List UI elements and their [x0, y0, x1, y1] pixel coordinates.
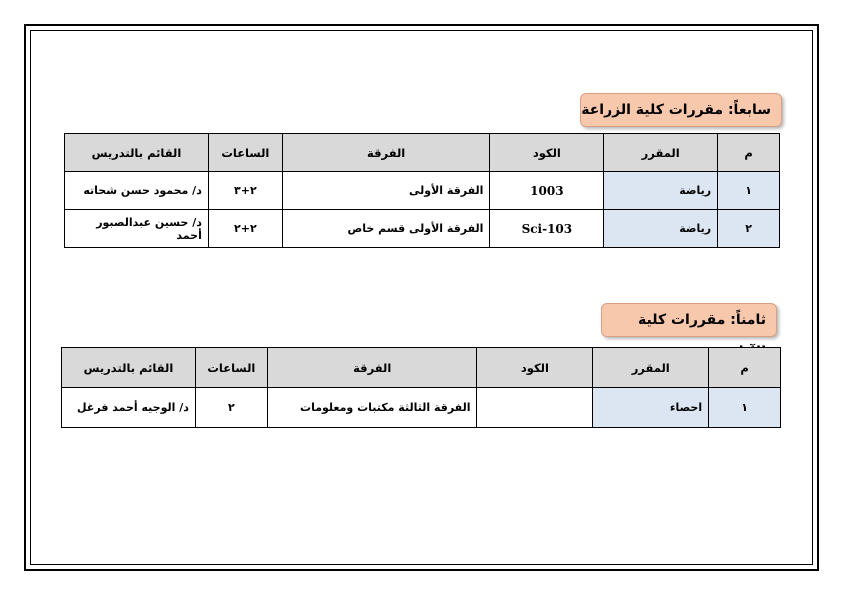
header-teacher: القائم بالتدريس [65, 134, 209, 172]
header-code: الكود [490, 134, 604, 172]
table-agriculture [64, 133, 780, 248]
row-level: الفرقة الثالثة مكتبات ومعلومات [267, 388, 477, 428]
header-course: المقرر [604, 134, 718, 172]
header-hours: الساعات [195, 348, 267, 388]
row-num: ١ [709, 388, 781, 428]
row-level: الفرقة الأولى قسم خاص [282, 210, 490, 248]
row-code [477, 388, 593, 428]
row-teacher: د/ الوجيه أحمد فرغل [62, 388, 196, 428]
row-hours: ٢ [195, 388, 267, 428]
row-hours: ٢+٢ [208, 210, 282, 248]
row-course: رياضة [604, 210, 718, 248]
row-num: ١ [718, 172, 780, 210]
table-row [65, 210, 780, 248]
row-course: احصاء [593, 388, 709, 428]
header-num: م [709, 348, 781, 388]
table-row [65, 172, 780, 210]
row-code: Sci-103 [490, 210, 604, 248]
table-row [62, 388, 781, 428]
header-level: الفرقة [282, 134, 490, 172]
header-code: الكود [477, 348, 593, 388]
row-code: 1003 [490, 172, 604, 210]
header-hours: الساعات [208, 134, 282, 172]
header-teacher: القائم بالتدريس [62, 348, 196, 388]
row-course: رياضة [604, 172, 718, 210]
section-title-arts: ثامناً: مقررات كلية [601, 303, 777, 337]
row-level: الفرقة الأولى [282, 172, 490, 210]
section-title-agriculture: سابعاً: مقررات كلية الزراعة [580, 93, 782, 127]
table-header-row [65, 134, 780, 172]
table-arts [61, 347, 781, 428]
table-header-row [62, 348, 781, 388]
header-level: الفرقة [267, 348, 477, 388]
row-teacher: د/ حسين عبدالصبور أحمد [65, 210, 209, 248]
row-teacher: د/ محمود حسن شحاته [65, 172, 209, 210]
header-num: م [718, 134, 780, 172]
header-course: المقرر [593, 348, 709, 388]
row-num: ٢ [718, 210, 780, 248]
row-hours: ٢+٣ [208, 172, 282, 210]
